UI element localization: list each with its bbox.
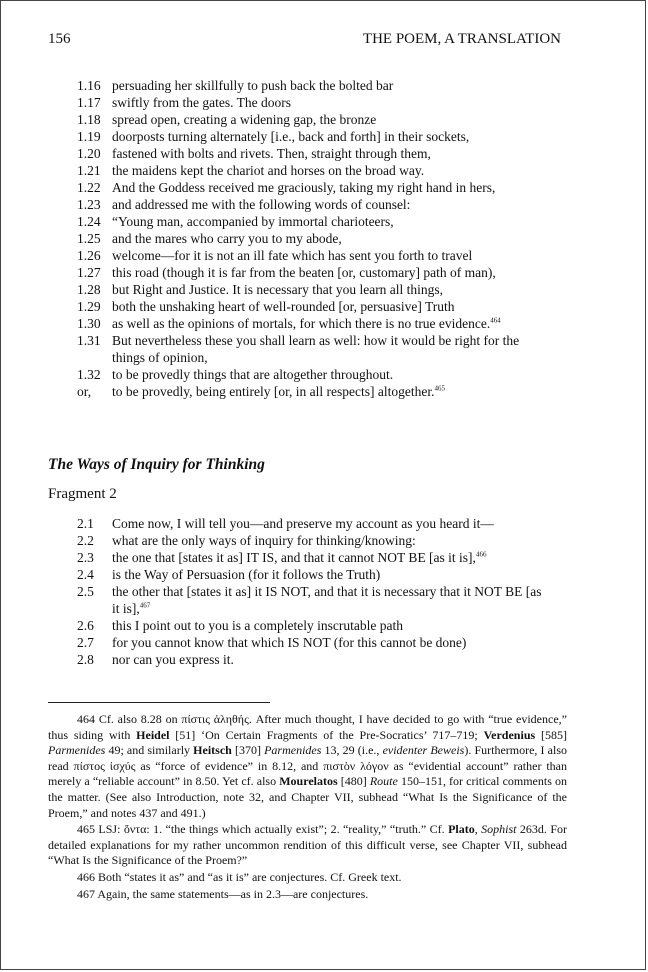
line-number: 1.25	[77, 231, 101, 246]
verse-line	[77, 617, 573, 634]
line-text	[112, 77, 573, 94]
footnote-text: Verdenius	[483, 727, 536, 742]
verse-line	[77, 315, 573, 332]
footnote-text: Sophist	[481, 822, 517, 837]
footnote-text: [370]	[231, 743, 265, 758]
line-number	[77, 600, 112, 617]
line-text-content: to be provedly things that are altogether throughout.	[112, 367, 394, 382]
line-text-content: “Young man, accompanied by immortal charioteers,	[112, 214, 394, 229]
footnote-text: Parmenides	[48, 743, 106, 758]
line-text-content: And the Goddess received me graciously, taking my right hand in hers,	[112, 180, 496, 195]
line-text	[112, 213, 573, 230]
line-number: 2.7	[77, 635, 94, 650]
footnote-text: 13, 29 (i.e.,	[321, 743, 383, 758]
line-text	[112, 532, 573, 549]
line-text	[112, 111, 573, 128]
line-text-content: welcome—for it is not an ill fate which has sent you forth to travel	[112, 248, 473, 263]
footnote-ref: 466	[475, 550, 487, 559]
line-text-content: it is],	[112, 601, 140, 616]
line-text-content: as well as the opinions of mortals, for which there is no true evidence.	[112, 316, 491, 331]
verse-line	[77, 383, 573, 400]
footnote-text: 465 LSJ: ὄντα: 1. “the things which actually exist”; 2. “reality,” “truth.” Cf.	[77, 822, 449, 837]
line-number: 1.23	[77, 197, 101, 212]
verse-line	[77, 515, 573, 532]
line-text	[112, 94, 573, 111]
line-text-content: persuading her skillfully to push back the bolted bar	[112, 78, 394, 93]
line-text-content: doorposts turning alternately [i.e., back and forth] in their sockets,	[112, 129, 470, 144]
line-text	[112, 583, 573, 600]
line-text-content: this I point out to you is a completely inscrutable path	[112, 618, 403, 633]
footnote-text: ,	[474, 822, 482, 837]
footnote-text: Mourelatos	[279, 774, 338, 789]
line-text-content: for you cannot know that which IS NOT (for this cannot be done)	[112, 635, 467, 650]
fragment-label: Fragment 2	[48, 486, 117, 502]
line-text	[112, 634, 573, 651]
line-text-content: but Right and Justice. It is necessary that you learn all things,	[112, 282, 444, 297]
verse-line	[77, 583, 573, 600]
line-number: 1.31	[77, 333, 101, 348]
line-text	[112, 196, 573, 213]
verse-line	[77, 281, 573, 298]
line-text	[112, 298, 573, 315]
footnote-text: evidenter Beweis	[382, 743, 465, 758]
line-text	[112, 383, 573, 400]
verse-line	[77, 264, 573, 281]
line-text-content: fastened with bolts and rivets. Then, straight through them,	[112, 146, 431, 161]
line-number: 2.1	[77, 516, 94, 531]
verse-line	[77, 196, 573, 213]
line-number: 2.6	[77, 618, 94, 633]
footnote-text: 150–151, for critical comments on the matter. (See also Introduction, note 32, and Chapter VII, subhead “What Is the Significance of the Proem,” and notes 437 and 491.)	[48, 774, 567, 820]
footnote-text: 49; and similarly	[105, 743, 194, 758]
line-text-content: things of opinion,	[112, 350, 208, 365]
line-text	[112, 366, 573, 383]
line-text	[112, 349, 573, 366]
line-text-content: this road (though it is far from the beaten [or, customary] path of man),	[112, 265, 496, 280]
verse-line	[77, 600, 573, 617]
footnote-text: [51] ‘On Certain Fragments of the Pre-Socratics’ 717–719;	[169, 727, 484, 742]
line-number: 1.16	[77, 78, 101, 93]
poem-lines	[77, 77, 573, 400]
line-text	[112, 549, 573, 566]
line-text	[112, 515, 573, 532]
line-text	[112, 128, 573, 145]
line-text	[112, 600, 573, 617]
line-number: 2.4	[77, 567, 94, 582]
line-number: 2.3	[77, 550, 94, 565]
line-number: 2.8	[77, 652, 94, 667]
line-text	[112, 332, 573, 349]
verse-line	[77, 230, 573, 247]
line-text-content: and addressed me with the following words of counsel:	[112, 197, 411, 212]
footnote	[48, 712, 567, 821]
line-text	[112, 281, 573, 298]
line-text-content: the one that [states it as] IT IS, and that it cannot NOT BE [as it is],	[112, 550, 476, 565]
line-number: 1.30	[77, 316, 101, 331]
verse-line	[77, 128, 573, 145]
line-number: or,	[77, 384, 92, 399]
fragment-lines	[77, 515, 573, 668]
line-number: 1.18	[77, 112, 101, 127]
line-text-content: and the mares who carry you to my abode,	[112, 231, 342, 246]
verse-line	[77, 247, 573, 264]
verse-line	[77, 634, 573, 651]
footnote	[48, 887, 567, 903]
line-text	[112, 315, 573, 332]
verse-line	[77, 77, 573, 94]
verse-line	[77, 111, 573, 128]
line-number: 1.29	[77, 299, 101, 314]
verse-line	[77, 332, 573, 349]
line-text-content: what are the only ways of inquiry for thinking/knowing:	[112, 533, 416, 548]
line-text	[112, 617, 573, 634]
line-text-content: to be provedly, being entirely [or, in all respects] altogether.	[112, 384, 435, 399]
running-header	[48, 31, 561, 48]
footnote-text: 466 Both “states it as” and “as it is” are conjectures. Cf. Greek text.	[77, 869, 402, 884]
footnote-text: [480]	[337, 774, 370, 789]
line-text-content: Come now, I will tell you—and preserve my account as you heard it—	[112, 516, 494, 531]
footnote-ref: 464	[490, 316, 501, 325]
verse-line	[77, 549, 573, 566]
verse-line	[77, 566, 573, 583]
line-text-content: both the unshaking heart of well-rounded [or, persuasive] Truth	[112, 299, 455, 314]
verse-line	[77, 349, 573, 366]
footnote-text: Heidel	[136, 727, 170, 742]
footnote	[48, 822, 567, 869]
line-text	[112, 247, 573, 264]
footnote-text: Plato	[448, 822, 475, 837]
line-number: 1.32	[77, 367, 101, 382]
line-text-content: But nevertheless these you shall learn as well: how it would be right for the	[112, 333, 520, 348]
verse-line	[77, 179, 573, 196]
footnote-text: ). Furthermore, I also read πίστος ἰσχύς as “force of evidence” in 8.12, and πιστὸν λόγον as “evidential account” rather than merely a “reliable account” in 8.50. Yet cf. also	[48, 743, 568, 789]
line-number	[77, 349, 112, 366]
line-text	[112, 566, 573, 583]
footnote	[48, 870, 567, 886]
line-text-content: the maidens kept the chariot and horses on the broad way.	[112, 163, 425, 178]
footnote-divider	[48, 702, 270, 703]
footnotes	[48, 712, 567, 903]
footnote-text: 263d. For detailed explanations for my rather uncommon rendition of this difficult verse, see Chapter VII, subhead “What Is the Significance of the Proem?”	[48, 822, 568, 868]
line-number: 1.17	[77, 95, 101, 110]
line-number: 1.28	[77, 282, 101, 297]
footnote-text: Heitsch	[193, 743, 232, 758]
line-number: 1.22	[77, 180, 101, 195]
verse-line	[77, 162, 573, 179]
verse-line	[77, 145, 573, 162]
line-number: 1.26	[77, 248, 101, 263]
line-text	[112, 651, 573, 668]
line-text	[112, 264, 573, 281]
verse-line	[77, 94, 573, 111]
footnote-text: Parmenides	[264, 743, 322, 758]
line-text-content: spread open, creating a widening gap, the bronze	[112, 112, 377, 127]
line-number: 2.2	[77, 533, 94, 548]
verse-line	[77, 651, 573, 668]
line-number: 1.19	[77, 129, 101, 144]
line-number: 2.5	[77, 584, 94, 599]
line-number: 1.24	[77, 214, 101, 229]
line-text-content: nor can you express it.	[112, 652, 234, 667]
line-text	[112, 230, 573, 247]
verse-line	[77, 213, 573, 230]
footnote-text: [585]	[535, 727, 567, 742]
footnote-ref: 467	[139, 601, 151, 610]
footnote-text: 464 Cf. also 8.28 on πίστις ἀληθής. After much thought, I have decided to go with “true evidence,” thus siding with	[48, 712, 567, 742]
line-text-content: is the Way of Persuasion (for it follows the Truth)	[112, 567, 381, 582]
verse-line	[77, 298, 573, 315]
section-title: The Ways of Inquiry for Thinking	[48, 456, 265, 473]
line-text	[112, 145, 573, 162]
footnote-ref: 465	[434, 384, 445, 393]
line-number: 1.27	[77, 265, 101, 280]
page-number: 156	[48, 31, 71, 47]
footnote-text: Route	[369, 774, 398, 789]
line-text-content: the other that [states it as] it IS NOT, and that it is necessary that it NOT BE [as	[112, 584, 542, 599]
line-number: 1.20	[77, 146, 101, 161]
line-text-content: swiftly from the gates. The doors	[112, 95, 291, 110]
footnote-text: 467 Again, the same statements—as in 2.3—are conjectures.	[77, 886, 369, 901]
verse-line	[77, 366, 573, 383]
line-text	[112, 162, 573, 179]
verse-line	[77, 532, 573, 549]
running-title: THE POEM, A TRANSLATION	[362, 31, 561, 47]
line-number: 1.21	[77, 163, 101, 178]
line-text	[112, 179, 573, 196]
